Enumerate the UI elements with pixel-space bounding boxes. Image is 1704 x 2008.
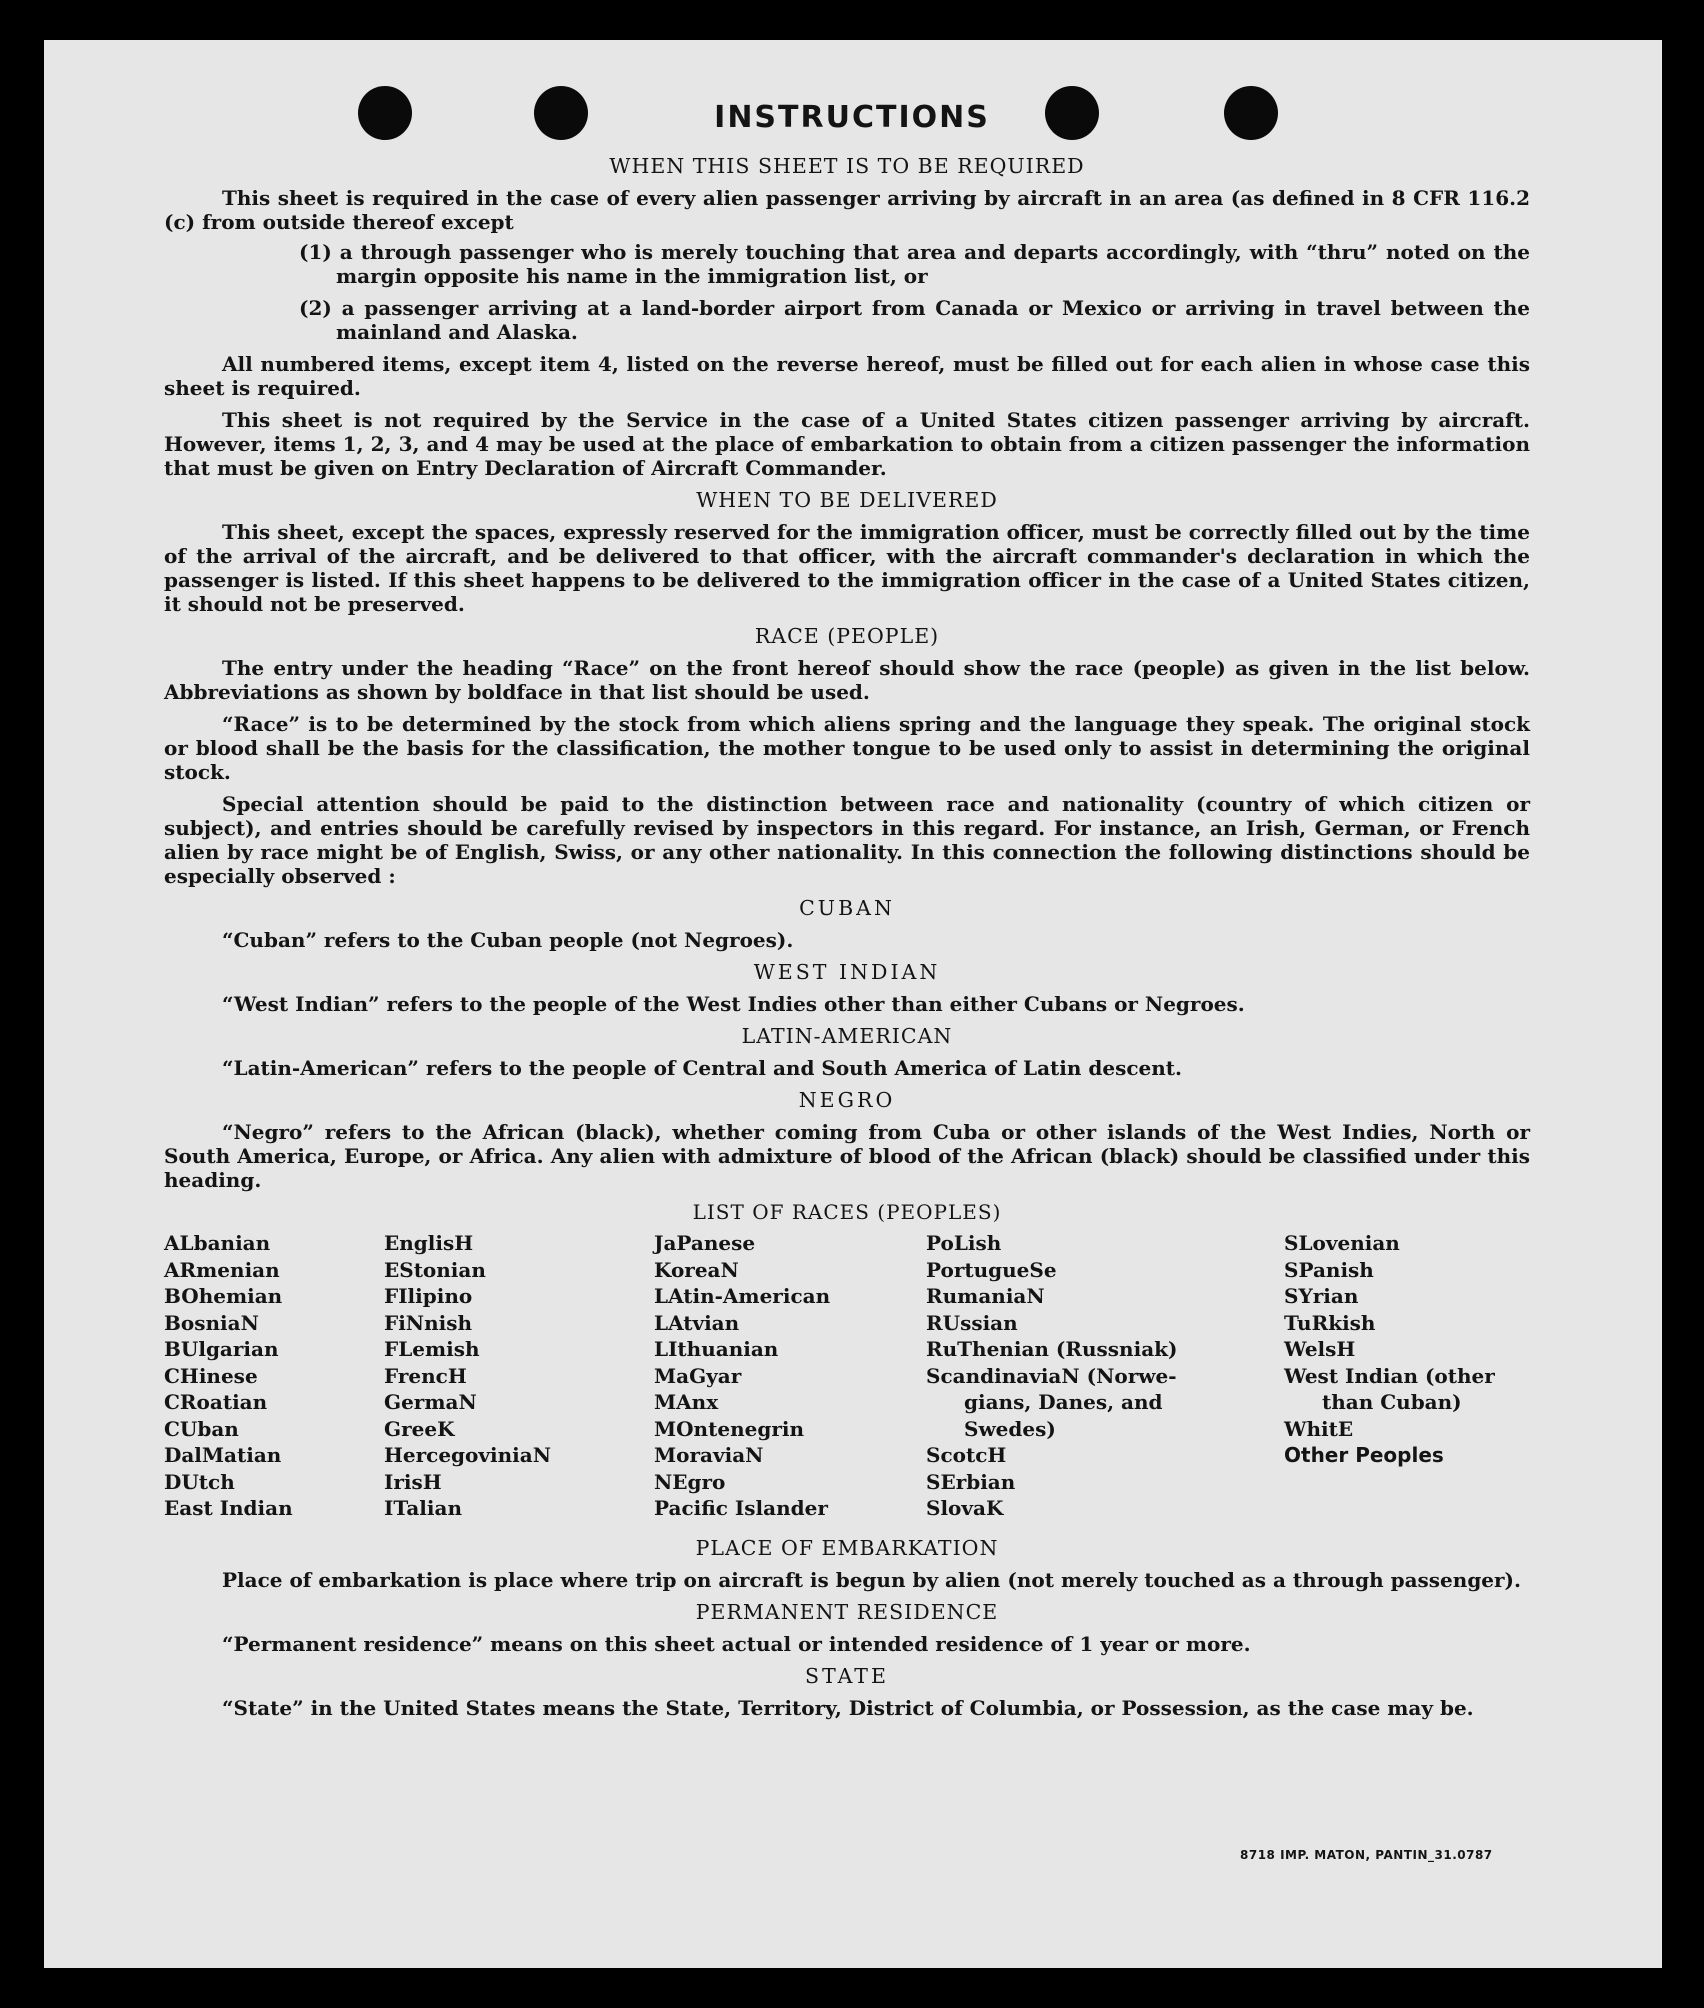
race-entry: LAtvian bbox=[654, 1310, 740, 1335]
race-entry: than Cuban) bbox=[1322, 1390, 1462, 1414]
heading-residence: PERMANENT RESIDENCE bbox=[695, 1600, 999, 1624]
race-entry: BosniaN bbox=[164, 1310, 259, 1335]
race-entry: ScotcH bbox=[926, 1443, 1007, 1467]
heading-embarkation: PLACE OF EMBARKATION bbox=[695, 1536, 999, 1560]
race-entry: ITalian bbox=[384, 1496, 462, 1520]
races-column bbox=[1284, 1230, 1495, 1469]
race-entry: DUtch bbox=[164, 1469, 235, 1494]
page-title: INSTRUCTIONS bbox=[714, 100, 990, 135]
paragraph: The entry under the heading “Race” on the front hereof should show the race (people) as given in the list below. Abbreviations as shown by boldface in that list should be used. bbox=[164, 656, 1530, 704]
race-entry: PoLish bbox=[926, 1231, 1002, 1255]
paragraph: “Negro” refers to the African (black), whether coming from Cuba or other islands of the West Indies, North or South America, Europe, or Africa. Any alien with admixture of blood of the African (black) should be classified under this heading. bbox=[164, 1120, 1530, 1192]
race-entry: MaGyar bbox=[654, 1363, 742, 1388]
races-column bbox=[926, 1230, 1177, 1522]
heading-cuban: CUBAN bbox=[799, 896, 895, 920]
race-entry: IrisH bbox=[384, 1469, 442, 1494]
race-entry: LAtin-American bbox=[654, 1284, 831, 1308]
race-entry: DalMatian bbox=[164, 1443, 282, 1467]
paragraph: “West Indian” refers to the people of the West Indies other than either Cubans or Negroes. bbox=[222, 992, 1245, 1016]
races-column bbox=[164, 1230, 293, 1522]
paragraph: “State” in the United States means the State, Territory, District of Columbia, or Possession, as the case may be. bbox=[222, 1696, 1474, 1720]
race-entry: BOhemian bbox=[164, 1284, 283, 1308]
press-mark: 8718 IMP. MATON, PANTIN_31.0787 bbox=[1240, 1848, 1493, 1862]
paragraph: “Cuban” refers to the Cuban people (not Negroes). bbox=[222, 928, 794, 952]
race-entry: CUban bbox=[164, 1416, 239, 1441]
race-entry: TuRkish bbox=[1284, 1310, 1376, 1335]
race-entry: BUlgarian bbox=[164, 1337, 279, 1361]
race-entry: ScandinaviaN (Norwe- bbox=[926, 1363, 1177, 1388]
race-entry: SYrian bbox=[1284, 1284, 1359, 1308]
race-entry: CRoatian bbox=[164, 1390, 268, 1414]
race-entry: FrencH bbox=[384, 1363, 467, 1388]
instructions-body bbox=[164, 148, 1530, 1728]
race-entry: JaPanese bbox=[654, 1231, 756, 1255]
race-entry: SPanish bbox=[1284, 1257, 1374, 1282]
heading-race: RACE (PEOPLE) bbox=[754, 624, 940, 648]
paragraph: All numbered items, except item 4, listed on the reverse hereof, must be filled out for each alien in whose case this sheet is required. bbox=[164, 352, 1530, 400]
heading-negro: NEGRO bbox=[798, 1088, 896, 1112]
heading-list-of-races: LIST OF RACES (PEOPLES) bbox=[692, 1200, 1002, 1224]
race-entry: ALbanian bbox=[164, 1231, 271, 1255]
race-entry: WhitE bbox=[1284, 1416, 1354, 1441]
paragraph: This sheet is required in the case of every alien passenger arriving by aircraft in an area (as defined in 8 CFR 116.2 (c) from outside thereof except bbox=[164, 186, 1530, 234]
race-entry: RUssian bbox=[926, 1310, 1018, 1335]
paragraph: Place of embarkation is place where trip on aircraft is begun by alien (not merely touched as a through passenger). bbox=[222, 1568, 1521, 1592]
race-entry: EStonian bbox=[384, 1257, 486, 1282]
race-entry: MoraviaN bbox=[654, 1443, 764, 1467]
race-entry: GreeK bbox=[384, 1416, 455, 1441]
race-entry: SErbian bbox=[926, 1469, 1016, 1494]
races-list bbox=[164, 1230, 1530, 1530]
heading-when-delivered: WHEN TO BE DELIVERED bbox=[696, 488, 998, 512]
race-entry: Swedes) bbox=[964, 1416, 1056, 1441]
paragraph: “Permanent residence” means on this sheet actual or intended residence of 1 year or more. bbox=[222, 1632, 1251, 1656]
race-entry: East Indian bbox=[164, 1496, 293, 1520]
race-entry: West Indian (other bbox=[1284, 1363, 1495, 1388]
race-entry: SlovaK bbox=[926, 1496, 1004, 1520]
race-entry: EnglisH bbox=[384, 1231, 474, 1255]
race-entry: gians, Danes, and bbox=[964, 1390, 1163, 1414]
heading-state: STATE bbox=[805, 1664, 889, 1688]
race-entry: SLovenian bbox=[1284, 1231, 1400, 1255]
race-entry: LIthuanian bbox=[654, 1337, 779, 1361]
race-entry: Pacific Islander bbox=[654, 1496, 828, 1520]
heading-west-indian: WEST INDIAN bbox=[753, 960, 941, 984]
paragraph: This sheet is not required by the Service in the case of a United States citizen passenger arriving by aircraft. However, items 1, 2, 3, and 4 may be used at the place of embarkation to obtain from a citizen passenger the information that must be given on Entry Declaration of Aircraft Commander. bbox=[164, 408, 1530, 480]
races-column bbox=[654, 1230, 830, 1522]
paragraph: This sheet, except the spaces, expressly reserved for the immigration officer, must be correctly filled out by the time of the arrival of the aircraft, and be delivered to that officer, with the aircraft commander's declaration in which the passenger is listed. If this sheet happens to be delivered to the immigration officer in the case of a United States citizen, it should not be preserved. bbox=[164, 520, 1530, 616]
race-entry: RuThenian (Russniak) bbox=[926, 1337, 1178, 1361]
race-entry: NEgro bbox=[654, 1469, 726, 1494]
race-entry: MOntenegrin bbox=[654, 1416, 804, 1441]
race-entry: WelsH bbox=[1284, 1337, 1356, 1361]
paragraph: Special attention should be paid to the distinction between race and nationality (country of which citizen or subject), and entries should be carefully revised by inspectors in this regard. For instance, an Irish, German, or French alien by race might be of English, Swiss, or any other nationality. In this connection the following distinctions should be especially observed : bbox=[164, 792, 1530, 888]
list-item: (2) a passenger arriving at a land-border airport from Canada or Mexico or arriving in travel between the mainland and Alaska. bbox=[299, 296, 1530, 344]
race-entry: Other Peoples bbox=[1284, 1443, 1444, 1467]
race-entry: FiNnish bbox=[384, 1310, 473, 1335]
paragraph: “Race” is to be determined by the stock from which aliens spring and the language they speak. The original stock or blood shall be the basis for the classification, the mother tongue to be used only to assist in determining the original stock. bbox=[164, 712, 1530, 784]
list-item: (1) a through passenger who is merely touching that area and departs accordingly, with “thru” noted on the margin opposite his name in the immigration list, or bbox=[299, 240, 1530, 288]
race-entry: GermaN bbox=[384, 1390, 477, 1414]
paragraph: “Latin-American” refers to the people of Central and South America of Latin descent. bbox=[222, 1056, 1182, 1080]
race-entry: RumaniaN bbox=[926, 1284, 1045, 1308]
heading-when-required: WHEN THIS SHEET IS TO BE REQUIRED bbox=[609, 154, 1085, 178]
races-column bbox=[384, 1230, 551, 1522]
race-entry: FLemish bbox=[384, 1337, 480, 1361]
race-entry: CHinese bbox=[164, 1363, 258, 1388]
race-entry: FIlipino bbox=[384, 1284, 473, 1308]
race-entry: MAnx bbox=[654, 1390, 719, 1414]
race-entry: KoreaN bbox=[654, 1257, 739, 1282]
race-entry: HercegoviniaN bbox=[384, 1443, 551, 1467]
race-entry: PortugueSe bbox=[926, 1257, 1057, 1282]
race-entry: ARmenian bbox=[164, 1257, 280, 1282]
heading-latin-american: LATIN-AMERICAN bbox=[741, 1024, 953, 1048]
